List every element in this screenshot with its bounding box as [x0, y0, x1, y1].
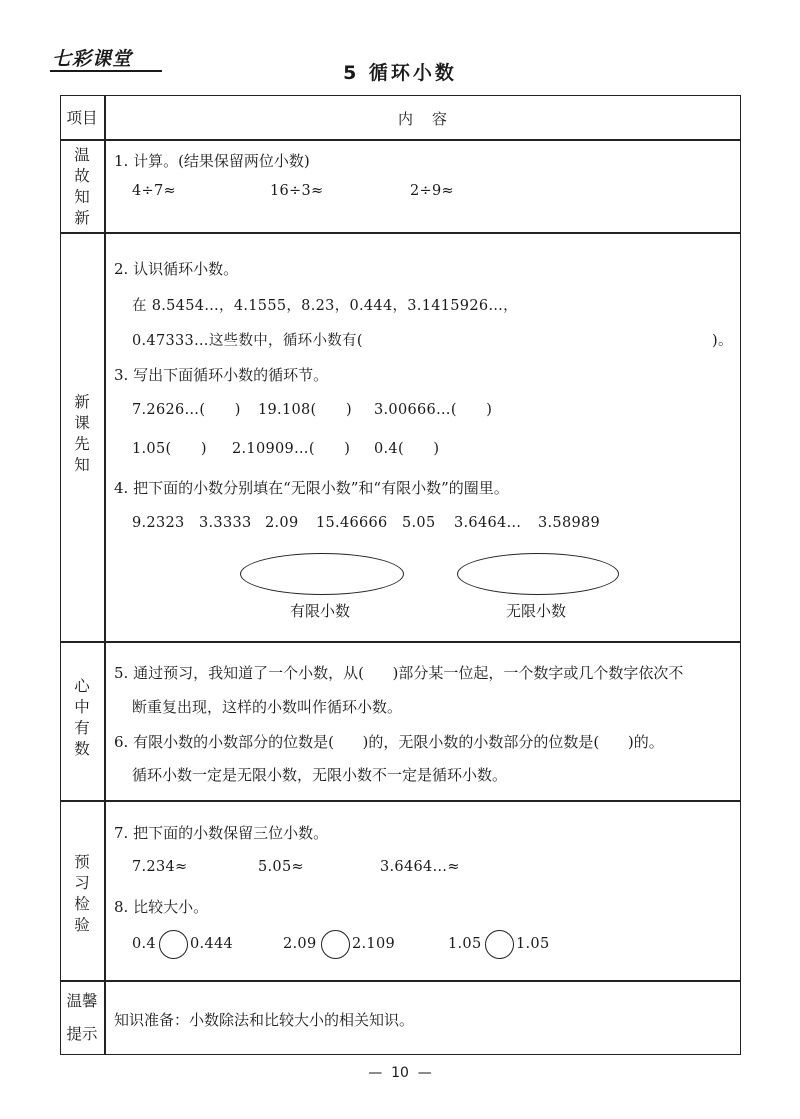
q3-item: 7.2626…( ) — [132, 402, 241, 418]
question-3: 3. 写出下面循环小数的循环节。 — [114, 366, 329, 384]
section-tip-line2: 提示 — [66, 1025, 98, 1043]
q7-item: 3.6464…≈ — [380, 859, 460, 875]
q2-line2-end: )。 — [712, 333, 733, 349]
compare-circle[interactable] — [485, 930, 514, 959]
q8-left: 1.05 — [448, 936, 482, 952]
finite-label: 有限小数 — [290, 602, 351, 620]
q4-number: 2.09 — [265, 515, 299, 531]
page-title: 5 循环小数 — [343, 62, 457, 84]
q3-item: 1.05( ) — [132, 441, 207, 457]
q4-number: 5.05 — [402, 515, 436, 531]
question-6-line1: 6. 有限小数的小数部分的位数是( )的，无限小数的小数部分的位数是( )的。 — [114, 733, 664, 751]
q3-item: 3.00666…( ) — [374, 402, 493, 418]
header-item: 项目 — [66, 109, 98, 127]
question-4: 4. 把下面的小数分别填在“无限小数”和“有限小数”的圈里。 — [114, 479, 509, 497]
question-8: 8. 比较大小。 — [114, 898, 209, 916]
finite-decimal-oval[interactable] — [240, 553, 404, 595]
q4-number: 3.6464… — [454, 515, 522, 531]
q8-left: 2.09 — [283, 936, 317, 952]
section-check: 预习检验 — [74, 853, 90, 934]
question-6-line2: 循环小数一定是无限小数，无限小数不一定是循环小数。 — [132, 766, 508, 784]
question-5-line1: 5. 通过预习，我知道了一个小数，从( )部分某一位起，一个数字或几个数字依次不 — [114, 664, 684, 682]
section-review: 温故知新 — [74, 146, 90, 227]
q8-right: 2.109 — [352, 936, 396, 952]
column-divider — [104, 95, 106, 1055]
brand-logo: 七彩课堂 — [52, 48, 133, 70]
row-divider — [60, 980, 741, 982]
question-2: 2. 认识循环小数。 — [114, 260, 239, 278]
q4-number: 15.46666 — [316, 515, 388, 531]
q3-item: 19.108( ) — [258, 402, 352, 418]
row-divider — [60, 641, 741, 643]
infinite-label: 无限小数 — [506, 602, 567, 620]
q8-left: 0.4 — [132, 936, 156, 952]
section-tip-line1: 温馨 — [66, 992, 98, 1010]
compare-circle[interactable] — [159, 930, 188, 959]
q8-right: 0.444 — [190, 936, 234, 952]
question-5-line2: 断重复出现，这样的小数叫作循环小数。 — [132, 698, 403, 716]
question-1: 1. 计算。(结果保留两位小数) — [114, 152, 310, 170]
q8-right: 1.05 — [516, 936, 550, 952]
q3-item: 0.4( ) — [374, 441, 440, 457]
question-7: 7. 把下面的小数保留三位小数。 — [114, 824, 329, 842]
section-understanding: 心中有数 — [74, 677, 90, 758]
q4-number: 3.58989 — [538, 515, 601, 531]
q3-item: 2.10909…( ) — [232, 441, 351, 457]
q7-item: 5.05≈ — [258, 859, 304, 875]
q1-item: 4÷7≈ — [132, 183, 176, 199]
q2-line2: 0.47333…这些数中，循环小数有( — [132, 333, 363, 349]
page-number: — 10 — — [368, 1065, 432, 1081]
q2-line1: 在 8.5454…，4.1555，8.23，0.444，3.1415926…， — [132, 298, 518, 314]
q4-number: 9.2323 — [132, 515, 185, 531]
q7-item: 7.234≈ — [132, 859, 188, 875]
tip-text: 知识准备：小数除法和比较大小的相关知识。 — [114, 1011, 415, 1029]
compare-circle[interactable] — [321, 930, 350, 959]
q1-item: 16÷3≈ — [270, 183, 324, 199]
header-content: 内 容 — [397, 110, 448, 128]
row-divider — [60, 800, 741, 802]
section-new-lesson: 新课先知 — [74, 393, 90, 474]
row-divider — [60, 232, 741, 234]
q4-number: 3.3333 — [199, 515, 252, 531]
q1-item: 2÷9≈ — [410, 183, 454, 199]
row-divider — [60, 139, 741, 141]
infinite-decimal-oval[interactable] — [457, 553, 619, 595]
